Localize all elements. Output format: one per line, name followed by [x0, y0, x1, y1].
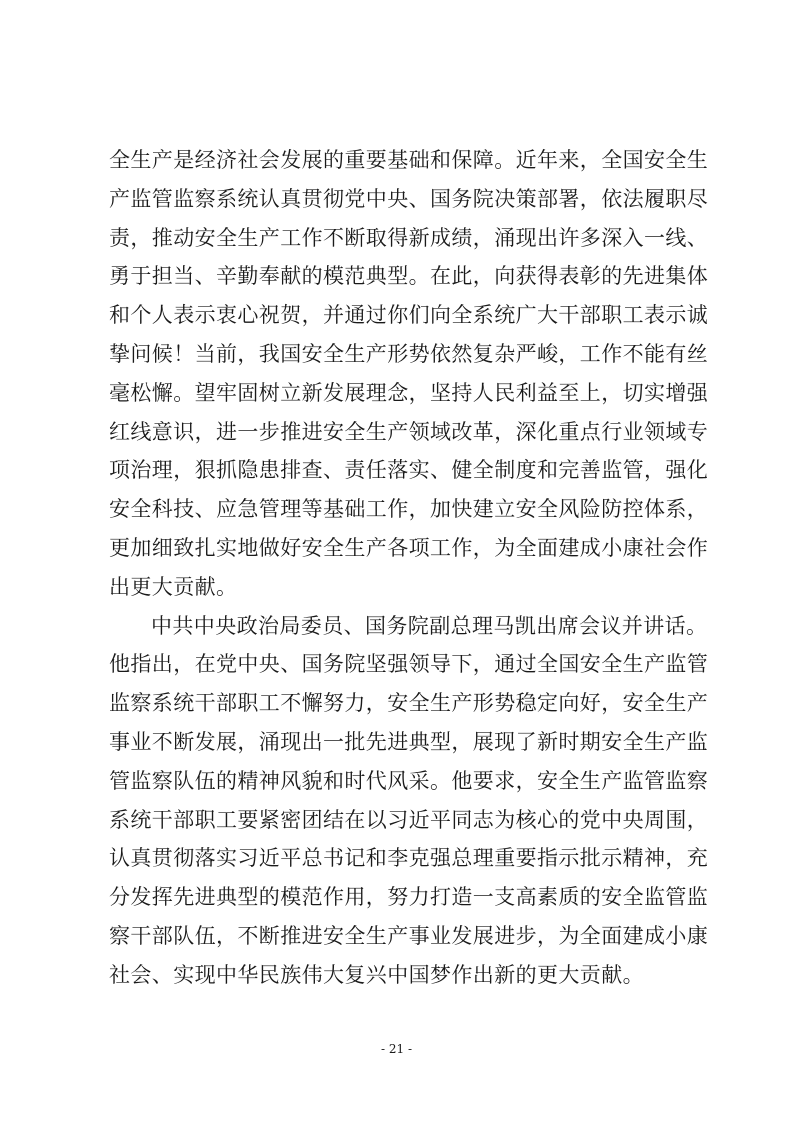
text-line: 挚问候！当前，我国安全生产形势依然复杂严峻，工作不能有丝: [109, 341, 709, 366]
text-line: 认真贯彻落实习近平总书记和李克强总理重要指示批示精神，充: [109, 846, 709, 871]
text-line: 监察系统干部职工不懈努力，安全生产形势稳定向好，安全生产: [109, 691, 709, 716]
page-number: - 21 -: [380, 1042, 412, 1056]
text-line: 系统干部职工要紧密团结在以习近平同志为核心的党中央周围，: [109, 807, 709, 832]
text-line: 事业不断发展，涌现出一批先进典型，展现了新时期安全生产监: [109, 729, 709, 754]
text-line: 勇于担当、辛勤奉献的模范典型。在此，向获得表彰的先进集体: [109, 264, 709, 289]
paragraph: [109, 607, 709, 995]
text-line: 责，推动安全生产工作不断取得新成绩，涌现出许多深入一线、: [109, 225, 709, 250]
text-line: 安全科技、应急管理等基础工作，加快建立安全风险防控体系，: [109, 497, 709, 522]
text-line: 全生产是经济社会发展的重要基础和保障。近年来，全国安全生: [109, 148, 709, 172]
text-line: 管监察队伍的精神风貌和时代风采。他要求，安全生产监管监察: [109, 768, 709, 793]
text-line: 中共中央政治局委员、国务院副总理马凯出席会议并讲话。: [151, 613, 708, 638]
text-line: 和个人表示衷心祝贺，并通过你们向全系统广大干部职工表示诚: [109, 303, 709, 328]
text-line: 毫松懈。望牢固树立新发展理念，坚持人民利益至上，切实增强: [109, 380, 709, 405]
text-line: 分发挥先进典型的模范作用，努力打造一支高素质的安全监管监: [109, 885, 709, 910]
text-line: 红线意识，进一步推进安全生产领域改革，深化重点行业领域专: [109, 419, 709, 444]
body-text: [109, 141, 709, 995]
text-line: 出更大贡献。: [109, 574, 238, 599]
text-line: 项治理，狠抓隐患排查、责任落实、健全制度和完善监管，强化: [109, 458, 709, 483]
paragraph: [109, 141, 709, 607]
text-line: 更加细致扎实地做好安全生产各项工作，为全面建成小康社会作: [109, 535, 709, 560]
text-line: 社会、实现中华民族伟大复兴中国梦作出新的更大贡献。: [109, 962, 644, 987]
text-line: 他指出，在党中央、国务院坚强领导下，通过全国安全生产监管: [109, 652, 709, 677]
text-line: 产监管监察系统认真贯彻党中央、国务院决策部署，依法履职尽: [109, 186, 709, 211]
text-line: 察干部队伍，不断推进安全生产事业发展进步，为全面建成小康: [109, 923, 709, 948]
